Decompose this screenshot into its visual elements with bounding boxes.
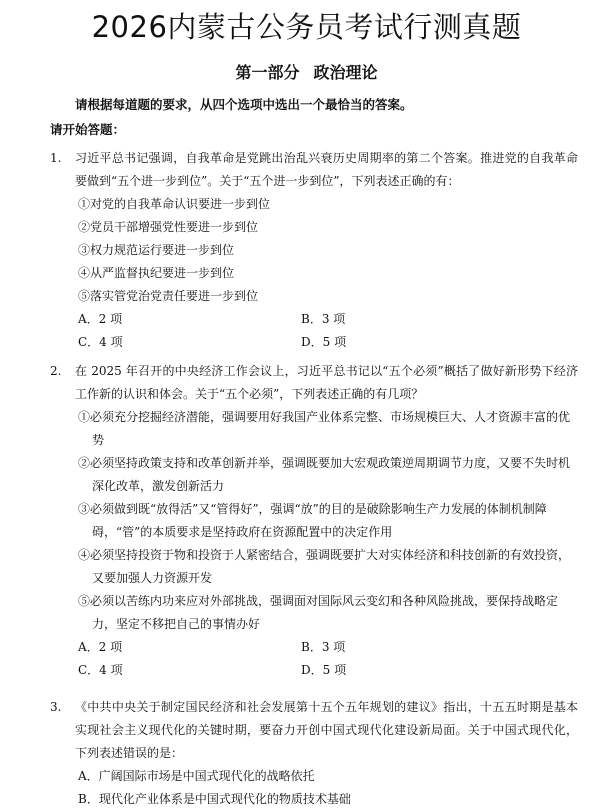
exam-title: 2026内蒙古公务员考试行测真题 [91, 10, 522, 44]
option-b[interactable]: B．3 项 [301, 312, 346, 326]
option-b[interactable]: B．现代化产业体系是中国式现代化的物质技术基础 [78, 792, 351, 806]
question-number: 2. [50, 364, 62, 378]
statement-item: ④必须坚持投资于物和投资于人紧密结合，强调既要扩大对实体经济和科技创新的有效投资，又要加强人力资源开发 [78, 548, 571, 585]
section-part: 第一部分 [235, 63, 300, 82]
instruction-text: 请根据每道题的要求，从四个选项中选出一个最恰当的答案。 [75, 97, 413, 112]
question-3 [50, 696, 578, 811]
statement-item: ①必须充分挖掘经济潜能，强调要用好我国产业体系完整、市场规模巨大、人才资源丰富的优势 [78, 410, 571, 447]
option-a[interactable]: A．广阔国际市场是中国式现代化的战略依托 [78, 769, 315, 783]
statement-item: ⑤必须以苦练内功来应对外部挑战，强调面对国际风云变幻和各种风险挑战，要保持战略定力，坚定不移把自己的事情办好 [78, 594, 559, 631]
option-c[interactable]: C．4 项 [78, 335, 123, 349]
statement-item: ⑤落实管党治党责任要进一步到位 [78, 289, 259, 303]
question-number: 3. [50, 700, 62, 714]
section-heading [0, 61, 613, 85]
statement-item: ①对党的自我革命认识要进一步到位 [78, 197, 271, 211]
statement-item: ③权力规范运行要进一步到位 [78, 243, 235, 257]
question-stem: 在 2025 年召开的中央经济工作会议上，习近平总书记以“五个必须”概括了做好新形势下经济工作新的认识和体会。关于“五个必须”，下列表述正确的有几项？ [75, 364, 578, 401]
question-number: 1. [50, 151, 62, 165]
question-stem: 习近平总书记强调，自我革命是党跳出治乱兴衰历史周期率的第二个答案。推进党的自我革命要做到“五个进一步到位”。关于“五个进一步到位”，下列表述正确的有： [75, 151, 578, 188]
option-d[interactable]: D．5 项 [301, 335, 347, 349]
options-row [78, 636, 578, 659]
section-name: 政治理论 [313, 63, 378, 82]
options-row [78, 308, 578, 331]
start-label: 请开始答题： [50, 122, 126, 137]
statement-item: ②必须坚持政策支持和改革创新并举，强调既要加大宏观政策逆周期调节力度，又要不失时机深化改革，激发创新活力 [78, 456, 571, 493]
question-stem: 《中共中央关于制定国民经济和社会发展第十五个五年规划的建议》指出，十五五时期是基本实现社会主义现代化的关键时期，要奋力开创中国式现代化建设新局面。关于中国式现代化，下列表述错误的是： [75, 700, 578, 760]
option-d[interactable]: D．5 项 [301, 663, 347, 677]
options-row [78, 331, 578, 354]
option-c[interactable]: C．4 项 [78, 663, 123, 677]
question-2 [50, 360, 578, 682]
option-a[interactable]: A．2 项 [78, 312, 123, 326]
question-1 [50, 147, 578, 354]
options-row [78, 659, 578, 682]
statement-item: ②党员干部增强党性要进一步到位 [78, 220, 259, 234]
option-a[interactable]: A．2 项 [78, 640, 123, 654]
statement-item: ④从严监督执纪要进一步到位 [78, 266, 235, 280]
statement-item: ③必须做到既“放得活”又“管得好”，强调“放”的目的是破除影响生产力发展的体制机制障碍，“管”的本质要求是坚持政府在资源配置中的决定作用 [78, 502, 547, 539]
option-b[interactable]: B．3 项 [301, 640, 346, 654]
